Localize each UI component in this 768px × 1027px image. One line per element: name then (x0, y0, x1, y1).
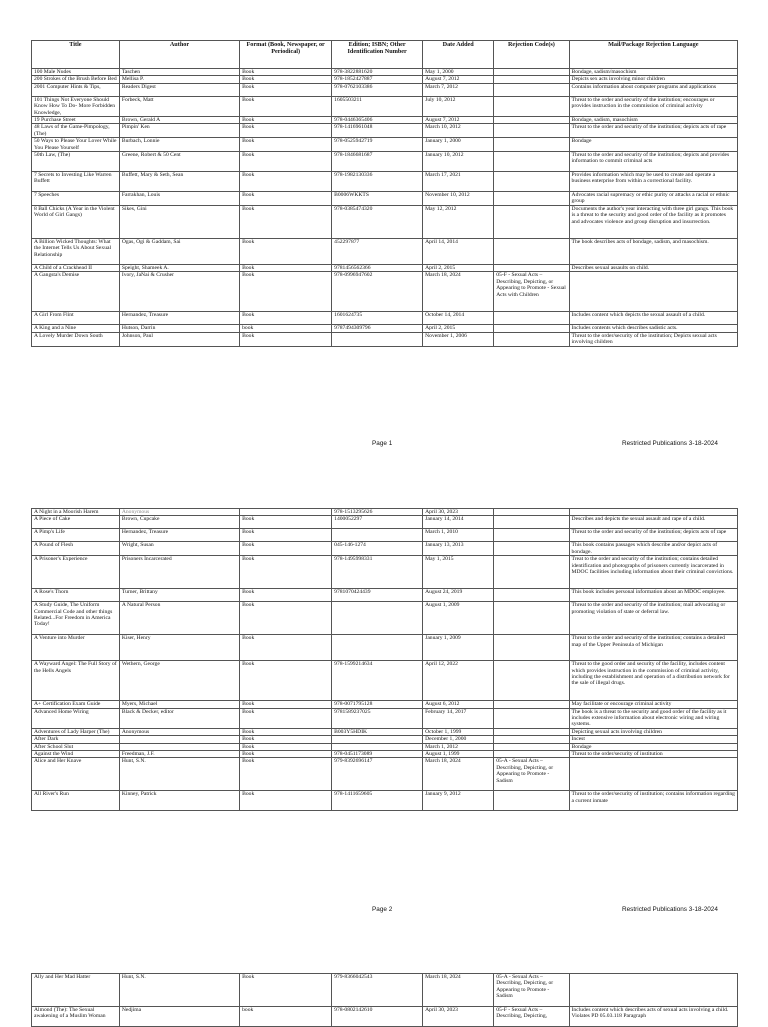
cell-identification: 978-1411659605 (332, 791, 423, 811)
cell-format: Book (240, 138, 332, 152)
cell-title: 48 Laws of the Game-Pimpology, (The) (32, 124, 120, 138)
cell-format: Book (240, 529, 332, 542)
cell-date-added: April 2, 2015 (423, 325, 494, 332)
cell-identification: 978-1846681687 (332, 152, 423, 172)
cell-author: Wright, Susan (119, 542, 239, 556)
cell-rejection-language: Threat to the order/security of institution; contains information regarding a current inmate (569, 791, 737, 811)
cell-identification: 978-1513295626 (332, 509, 423, 516)
cell-date-added: November 1, 2006 (423, 332, 494, 346)
cell-title: A Pimp's Life (32, 529, 120, 542)
cell-identification: 978-1416961048 (332, 124, 423, 138)
cell-date-added: January 1, 2009 (423, 635, 494, 661)
cell-author: Anonymous (119, 509, 239, 516)
cell-date-added: March 18, 2024 (423, 974, 494, 1007)
cell-date-added: January 9, 2012 (423, 791, 494, 811)
cell-date-added: October 14, 2014 (423, 312, 494, 325)
cell-identification: 9781070424439 (332, 589, 423, 602)
cell-format: Book (240, 589, 332, 602)
page-number: Page 1 (372, 440, 393, 447)
document-label: Restricted Publications 3-18-2024 (622, 906, 718, 913)
cell-date-added: August 1, 2009 (423, 602, 494, 635)
cell-date-added: March 1, 2010 (423, 529, 494, 542)
cell-date-added: May 1, 2000 (423, 69, 494, 76)
cell-author: Hunt, S.N. (119, 758, 239, 791)
cell-identification: B0006WKKTS (332, 192, 423, 206)
restricted-publications-table-page-3 (31, 973, 738, 1027)
header-identification: Edition; ISBN; Other Identification Number (332, 41, 423, 69)
cell-title: All River's Run (32, 791, 120, 811)
cell-format: Book (240, 205, 332, 238)
cell-date-added: April 30, 2023 (423, 509, 494, 516)
cell-rejection-language: Contains information about computer programs and applications (569, 83, 737, 96)
cell-title: A Gangsta's Demise (32, 272, 120, 312)
table-row (32, 974, 738, 1007)
cell-title: 100 Male Nudes (32, 69, 120, 76)
cell-date-added: January 1, 2000 (423, 138, 494, 152)
cell-date-added: August 6, 2012 (423, 701, 494, 708)
cell-date-added: March 1, 2012 (423, 743, 494, 750)
cell-identification: 978-0762103386 (332, 83, 423, 96)
cell-date-added: March 17, 2021 (423, 172, 494, 192)
cell-format: Book (240, 332, 332, 346)
cell-rejection-language: This book contains passages which describe and/or depict acts of bondage. (569, 542, 737, 556)
cell-title: A King and a Nine (32, 325, 120, 332)
cell-identification: 1601624735 (332, 312, 423, 325)
cell-author: Brown, Gerald A (119, 117, 239, 124)
cell-author: Kinney, Patrick (119, 791, 239, 811)
cell-identification: 452297877 (332, 238, 423, 264)
cell-format: Book (240, 728, 332, 735)
cell-format: Book (240, 708, 332, 728)
cell-date-added: December 1, 2000 (423, 736, 494, 743)
cell-title: A Child of a Crackhead II (32, 264, 120, 271)
cell-rejection-language: Incest (569, 736, 737, 743)
cell-date-added: November 10, 2012 (423, 192, 494, 206)
cell-format: Book (240, 751, 332, 758)
cell-author: Johnson, Paul (119, 332, 239, 346)
cell-author: Mellisa P. (119, 76, 239, 83)
cell-date-added: March 10, 2012 (423, 124, 494, 138)
cell-format: Book (240, 238, 332, 264)
cell-identification: 045-146-1274 (332, 542, 423, 556)
cell-author: Turner, Brittany (119, 589, 239, 602)
cell-author: Pimpin' Ken (119, 124, 239, 138)
cell-format: book (240, 1007, 332, 1027)
cell-author: Kiser, Henry (119, 635, 239, 661)
cell-format: Book (240, 542, 332, 556)
cell-format: Book (240, 791, 332, 811)
cell-rejection-language: Threat to the good order and security of the facility, includes content which provides instruction in the commission of criminal activity, including the establishment and operation of a distribution network for the sale of illegal drugs. (569, 661, 737, 701)
cell-author: Speight, Shameek A. (119, 264, 239, 271)
cell-title: 7 Secrets to Investing Like Warren Buffett (32, 172, 120, 192)
cell-author: Buffett, Mary & Seth, Sean (119, 172, 239, 192)
cell-title: Almond (The): The Sexual awakening of a Muslim Woman (32, 1007, 120, 1027)
cell-author: Farrakhan, Louis (119, 192, 239, 206)
cell-date-added: April 2, 2015 (423, 264, 494, 271)
cell-rejection-language (569, 974, 737, 1007)
cell-date-added: May 1, 2015 (423, 556, 494, 589)
cell-rejection-language: Includes content which describes acts of sexual acts involving a child. Violates PD 05.03.118 Paragraph (569, 1007, 737, 1027)
cell-identification: 978-3822881620 (332, 69, 423, 76)
cell-date-added: August 1, 1999 (423, 751, 494, 758)
cell-rejection-language: Threat to the order and security of the institution; depicts and provides information to commit criminal acts (569, 152, 737, 172)
cell-title: A Piece of Cake (32, 516, 120, 529)
cell-author: Ogas, Ogi & Gaddam, Sai (119, 238, 239, 264)
cell-title: A Lovely Murder Down South (32, 332, 120, 346)
cell-author: Prisoners Incarcerated (119, 556, 239, 589)
cell-identification: 978-0525942719 (332, 138, 423, 152)
cell-rejection-language: Threat to the order and security of the institution; contains a detailed map of the Upper Peninsula of Michigan (569, 635, 737, 661)
cell-identification: 979-8366042543 (332, 974, 423, 1007)
cell-identification: 9787494309796 (332, 325, 423, 332)
cell-title: A Prisoner's Experience (32, 556, 120, 589)
cell-identification: 978-0996947602 (332, 272, 423, 312)
cell-identification: B003Y5HDIK (332, 728, 423, 735)
cell-rejection-language: Threat to the order and security of the institution; encourages or provides instruction in the commission of criminal activity (569, 96, 737, 116)
cell-author: Ivory, JaNai & Crusher (119, 272, 239, 312)
cell-author: Burbach, Lonnie (119, 138, 239, 152)
cell-author: Freedman, J.F. (119, 751, 239, 758)
cell-format: Book (240, 172, 332, 192)
cell-title: After Dark (32, 736, 120, 743)
cell-rejection-code: 05-F - Sexual Acts – Describing, Depicting, or Appearing to Promote - Sexual Acts with Children (494, 272, 569, 312)
cell-date-added: April 12, 2022 (423, 661, 494, 701)
cell-author: Forbeck, Matt (119, 96, 239, 116)
cell-rejection-language: Threat to the order/security of the institution; Depicts sexual acts involving children (569, 332, 737, 346)
cell-title: 8 Ball Chicks (A Year in the Violent World of Girl Gangs) (32, 205, 120, 238)
cell-title: A Girl From Flint (32, 312, 120, 325)
cell-format: Book (240, 743, 332, 750)
cell-title: A Rose's Thorn (32, 589, 120, 602)
cell-format: Book (240, 516, 332, 529)
cell-identification: 978-0446365406 (332, 117, 423, 124)
cell-title: 200 Strokes of the Brush Before Bed (32, 76, 120, 83)
cell-date-added: March 18, 2024 (423, 758, 494, 791)
cell-identification: 1400052297 (332, 516, 423, 529)
cell-rejection-language: Documents the author's year interacting with three girl gangs. This book is a threat to the security and good order of the facility as it promotes and advocates violence and group disruption and insurrection. (569, 205, 737, 238)
cell-date-added: August 7, 2012 (423, 117, 494, 124)
cell-title: Against the Wind (32, 751, 120, 758)
cell-rejection-language: Bondage, sadism/masochism (569, 69, 737, 76)
cell-rejection-language: Threat to the order and security of the institution; mail advocating or promoting violation of state or deferral law. (569, 602, 737, 635)
cell-format: Book (240, 635, 332, 661)
cell-rejection-language: Bondage (569, 138, 737, 152)
cell-author: Wethern, George (119, 661, 239, 701)
cell-rejection-language: Provides information which may be used to create and operate a business enterprise from within a correctional facility. (569, 172, 737, 192)
cell-identification: 978-0802142610 (332, 1007, 423, 1027)
cell-rejection-language: This book includes personal information about an MDOC employee. (569, 589, 737, 602)
cell-format: Book (240, 758, 332, 791)
cell-format: Book (240, 602, 332, 635)
cell-rejection-language: The book is a threat to the security and good order of the facility as it includes extensive information about electronic wiring and wiring systems. (569, 708, 737, 728)
cell-rejection-language: Depicting sexual acts involving children (569, 728, 737, 735)
cell-format: Book (240, 556, 332, 589)
cell-rejection-language: Threat to the order/security of institution (569, 751, 737, 758)
cell-format: Book (240, 152, 332, 172)
header-rejection-language: Mail/Package Rejection Language (569, 41, 737, 69)
cell-format: Book (240, 69, 332, 76)
cell-identification: 978-1982130336 (332, 172, 423, 192)
cell-rejection-language: Threat to the order and security of the institution; depicts acts of rape (569, 529, 737, 542)
cell-format: Book (240, 192, 332, 206)
cell-format: book (240, 325, 332, 332)
cell-author: Anonymous (119, 728, 239, 735)
cell-format: Book (240, 736, 332, 743)
cell-rejection-language: Depicts sex acts involving minor children (569, 76, 737, 83)
cell-rejection-language: Advocates racial supremacy or ethic purity or attacks a racial or ethnic group (569, 192, 737, 206)
cell-rejection-code: 05-A - Sexual Acts – Describing, Depicting, or Appearing to Promote - Sadism (494, 758, 569, 791)
cell-format: Book (240, 312, 332, 325)
cell-title: 19 Purchase Street (32, 117, 120, 124)
cell-rejection-code: 05-F - Sexual Acts – Describing, Depicting, (494, 1007, 569, 1027)
cell-format: Book (240, 83, 332, 96)
cell-author: Readers Digest (119, 83, 239, 96)
cell-rejection-language: Threat to the order and security of the institution; depicts acts of rape (569, 124, 737, 138)
cell-title: Ally and Her Mad Hatter (32, 974, 120, 1007)
cell-author: Sikes, Gini (119, 205, 239, 238)
cell-format: Book (240, 96, 332, 116)
cell-rejection-language: Bondage, sadism, masochism (569, 117, 737, 124)
cell-author: Greene, Robert & 50 Cent (119, 152, 239, 172)
header-title: Title (32, 41, 120, 69)
cell-rejection-language: May facilitate or encourage criminal activity (569, 701, 737, 708)
cell-format: Book (240, 76, 332, 83)
cell-title: 101 Things Not Everyone Should Know How To Do- More Forbidden Knowledge, (32, 96, 120, 116)
cell-rejection-language: Bondage (569, 743, 737, 750)
cell-date-added: February 14, 2017 (423, 708, 494, 728)
header-date-added: Date Added (423, 41, 494, 69)
cell-title: A Billion Wicked Thoughts: What the Internet Tells Us About Sexual Relationship (32, 238, 120, 264)
cell-rejection-language: Treat to the order and security of the institution; contains detailed identification and photographs of prisoners currently incarcerated in MDOC facilities including information about their criminal convictions. (569, 556, 737, 589)
cell-rejection-language: Describes and depicts the sexual assault and rape of a child. (569, 516, 737, 529)
header-format: Format (Book, Newspaper, or Periodical) (240, 41, 332, 69)
cell-title: 7 Speeches (32, 192, 120, 206)
cell-title: A Study Guide, The Uniform Commercial Code and other things Related...For Freedom in America Today! (32, 602, 120, 635)
cell-date-added: October 1, 1999 (423, 728, 494, 735)
cell-author: Myers, Michael (119, 701, 239, 708)
cell-title: After School Slut (32, 743, 120, 750)
header-rejection-codes: Rejection Code(s) (494, 41, 569, 69)
cell-author: Hernandez, Treasure (119, 529, 239, 542)
cell-date-added: April 14, 2014 (423, 238, 494, 264)
cell-date-added: March 18, 2024 (423, 272, 494, 312)
cell-identification: 9781589237025 (332, 708, 423, 728)
cell-title: 50th Law, (The) (32, 152, 120, 172)
cell-title: A Night in a Moorish Harem (32, 509, 120, 516)
cell-author: Hernandez, Treasure (119, 312, 239, 325)
cell-date-added: April 30, 2023 (423, 1007, 494, 1027)
cell-title: 50 Ways to Please Your Lover While You Please Yourself (32, 138, 120, 152)
cell-title: Advanced Home Wiring (32, 708, 120, 728)
cell-author: Nedjima (119, 1007, 239, 1027)
header-author: Author (119, 41, 239, 69)
cell-title: A Venture into Murder (32, 635, 120, 661)
cell-rejection-language: The book describes acts of bondage, sadism, and masochism. (569, 238, 737, 264)
cell-author: Hunt, S.N. (119, 974, 239, 1007)
cell-format: Book (240, 974, 332, 1007)
cell-title: A+ Certification Exam Guide (32, 701, 120, 708)
cell-date-added: May 12, 2012 (423, 205, 494, 238)
cell-identification: 978-1495998331 (332, 556, 423, 589)
cell-format: Book (240, 661, 332, 701)
cell-format: Book (240, 701, 332, 708)
cell-title: A Wayward Angel: The Full Story of the Hells Angels (32, 661, 120, 701)
cell-format: Book (240, 272, 332, 312)
cell-rejection-code: 05-A - Sexual Acts – Describing, Depicting, or Appearing to Promote - Sadism (494, 974, 569, 1007)
page-number: Page 2 (372, 906, 393, 913)
cell-date-added: January 10, 2012 (423, 152, 494, 172)
cell-author: Hutson, Darrin (119, 325, 239, 332)
cell-format: Book (240, 124, 332, 138)
cell-identification: 1605503211 (332, 96, 423, 116)
cell-identification: 978-0385474320 (332, 205, 423, 238)
document-label: Restricted Publications 3-18-2024 (622, 440, 718, 447)
cell-rejection-language: Includes contents which describes sadistic acts. (569, 325, 737, 332)
cell-author: Taschen (119, 69, 239, 76)
cell-identification: 979-8392696147 (332, 758, 423, 791)
cell-format: Book (240, 264, 332, 271)
cell-identification: 978-0451173089 (332, 751, 423, 758)
cell-identification: 978-1599214634 (332, 661, 423, 701)
cell-date-added: August 7, 2012 (423, 76, 494, 83)
cell-title: Adventures of Lady Harper (The) (32, 728, 120, 735)
cell-title: Alice and Her Knave (32, 758, 120, 791)
cell-title: 2001 Computer Hints & Tips, (32, 83, 120, 96)
cell-author: Black & Decker, editor (119, 708, 239, 728)
cell-date-added: January 13, 2013 (423, 542, 494, 556)
cell-identification: 9781456562366 (332, 264, 423, 271)
cell-rejection-language: Includes content which depicts the sexual assault of a child. (569, 312, 737, 325)
cell-date-added: January 14, 2014 (423, 516, 494, 529)
cell-title: A Pound of Flesh (32, 542, 120, 556)
cell-rejection-language: Describes sexual assaults on child. (569, 264, 737, 271)
cell-date-added: August 24, 2019 (423, 589, 494, 602)
cell-format: Book (240, 117, 332, 124)
cell-identification: 978-1852427887 (332, 76, 423, 83)
cell-identification: 978-0071795128 (332, 701, 423, 708)
cell-author: Brown, Cupcake (119, 516, 239, 529)
cell-date-added: July 10, 2012 (423, 96, 494, 116)
cell-date-added: March 7, 2012 (423, 83, 494, 96)
cell-author: A Natural Person (119, 602, 239, 635)
